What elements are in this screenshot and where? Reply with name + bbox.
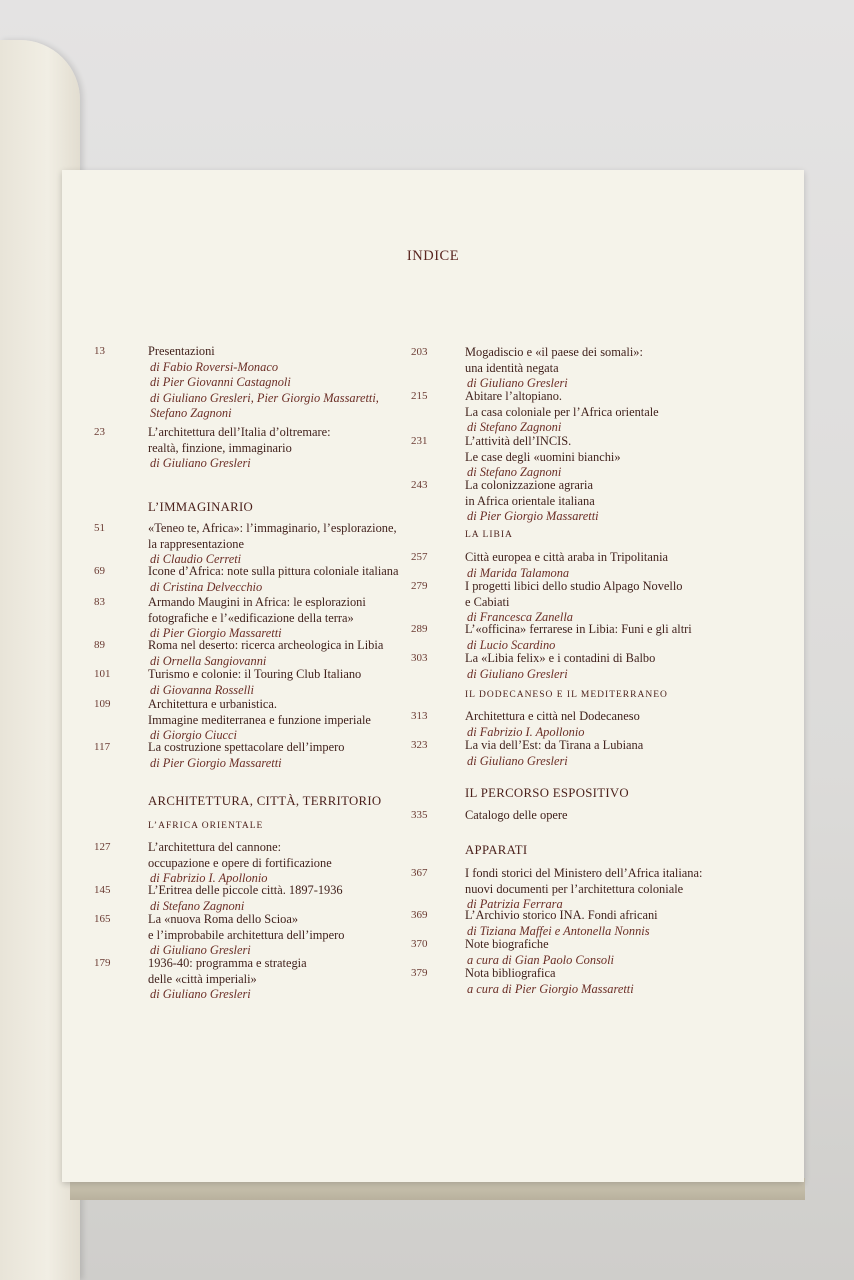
entry-author-line: Stefano Zagnoni (150, 406, 232, 420)
entry-author-line: di Stefano Zagnoni (467, 420, 562, 434)
entry-author-line: di Tiziana Maffei e Antonella Nonnis (467, 923, 650, 938)
entry-title-line: nuovi documenti per l’architettura coloniale (465, 881, 684, 896)
entry-author-line: di Fabio Roversi-Monaco (150, 359, 279, 374)
entry-author-line: di Pier Giorgio Massaretti (150, 626, 282, 640)
section-percorso-espositivo: IL PERCORSO ESPOSITIVO (465, 786, 629, 800)
page-number: 279 (411, 580, 428, 592)
entry-author-line: di Giorgio Ciucci (150, 728, 237, 742)
page-number: 203 (411, 346, 428, 358)
entry-title-line: Armando Maugini in Africa: le esplorazioni (148, 595, 366, 609)
entry-author-line: di Ornella Sangiovanni (150, 653, 267, 668)
entry-author-line: a cura di Gian Paolo Consoli (467, 952, 614, 967)
entry-title-line: e l’improbabile architettura dell’impero (148, 927, 345, 942)
entry-title-line: Icone d’Africa: note sulla pittura coloniale italiana (148, 564, 399, 578)
entry-title-line: Immagine mediterranea e funzione imperiale (148, 712, 371, 727)
entry-title-line: delle «città imperiali» (148, 971, 257, 986)
entry-title-line: Catalogo delle opere (465, 808, 568, 822)
page-number: 117 (94, 741, 111, 753)
section-immaginario: L’IMMAGINARIO (148, 500, 254, 514)
page-number: 165 (94, 913, 111, 925)
entry-title-line: L’«officina» ferrarese in Libia: Funi e gli altri (465, 622, 692, 636)
entry-author-line: di Giovanna Rosselli (150, 682, 254, 697)
page-number: 313 (411, 710, 428, 722)
entry-title-line: occupazione e opere di fortificazione (148, 855, 332, 870)
entry-title-line: Turismo e colonie: il Touring Club Italiano (148, 667, 362, 681)
entry-title-line: e Cabiati (465, 594, 510, 609)
entry-author-line: di Patrizia Ferrara (467, 897, 563, 911)
entry-author-line: di Giuliano Gresleri (467, 376, 568, 390)
page-number: 370 (411, 938, 428, 950)
page-number: 289 (411, 623, 428, 635)
entry-title-line: La colonizzazione agraria (465, 478, 593, 492)
page-number: 69 (94, 565, 105, 577)
subsection-dodecaneso: IL DODECANESO E IL MEDITERRANEO (465, 690, 668, 700)
entry-title-line: La costruzione spettacolare dell’impero (148, 740, 345, 754)
entry-author-line: di Cristina Delvecchio (150, 579, 263, 594)
page-number: 51 (94, 522, 105, 534)
page-number: 379 (411, 967, 428, 979)
entry-title-line: L’Archivio storico INA. Fondi africani (465, 908, 658, 922)
entry-title-line: Mogadiscio e «il paese dei somali»: (465, 345, 643, 359)
page-number: 101 (94, 668, 111, 680)
entry-title-line: La casa coloniale per l’Africa orientale (465, 404, 659, 419)
entry-title-line: L’architettura del cannone: (148, 840, 282, 854)
entry-author-line: a cura di Pier Giorgio Massaretti (467, 981, 634, 996)
entry-title-line: 1936-40: programma e strategia (148, 956, 307, 970)
entry-title-line: Architettura e urbanistica. (148, 697, 278, 711)
entry-title-line: Presentazioni (148, 344, 215, 358)
entry-title-line: una identità negata (465, 360, 559, 375)
page-number: 109 (94, 698, 111, 710)
entry-title-line: Note biografiche (465, 937, 549, 951)
entry-author-line: di Stefano Zagnoni (150, 898, 245, 913)
entry-author-line: di Marida Talamona (467, 565, 570, 580)
entry-author-line: di Giuliano Gresleri (150, 943, 251, 957)
entry-title-line: La via dell’Est: da Tirana a Lubiana (465, 738, 644, 752)
entry-title-line: I progetti libici dello studio Alpago Novello (465, 579, 683, 593)
entry-title-line: Le case degli «uomini bianchi» (465, 449, 621, 464)
page-title: INDICE (406, 248, 460, 264)
entry-title-line: L’Eritrea delle piccole città. 1897-1936 (148, 883, 343, 897)
page-number: 257 (411, 551, 428, 563)
entry-author-line: di Giuliano Gresleri (467, 753, 568, 768)
entry-title-line: Abitare l’altopiano. (465, 389, 563, 403)
page-number: 303 (411, 652, 428, 664)
entry-author-line: di Giuliano Gresleri (150, 987, 251, 1001)
entry-author-line: di Giuliano Gresleri (150, 456, 251, 470)
entry-author-line: di Giuliano Gresleri, Pier Giorgio Massaretti, (150, 390, 379, 405)
entry-title-line: L’attività dell’INCIS. (465, 434, 572, 448)
index-page (62, 170, 804, 1182)
entry-author-line: di Pier Giovanni Castagnoli (150, 375, 291, 389)
entry-title-line: in Africa orientale italiana (465, 493, 595, 508)
entry-author-line: di Giuliano Gresleri (467, 666, 568, 681)
section-apparati: APPARATI (465, 843, 528, 857)
page-number: 179 (94, 957, 111, 969)
page-number: 145 (94, 884, 111, 896)
entry-title-line: La «Libia felix» e i contadini di Balbo (465, 651, 656, 665)
entry-title-line: La «nuova Roma dello Scioa» (148, 912, 299, 926)
entry-title-line: Nota bibliografica (465, 966, 556, 980)
entry-title-line: la rappresentazione (148, 536, 244, 551)
section-architettura: ARCHITETTURA, CITTÀ, TERRITORIO (148, 794, 382, 808)
entry-title-line: Architettura e città nel Dodecaneso (465, 709, 640, 723)
entry-title-line: Città europea e città araba in Tripolitania (465, 550, 669, 564)
entry-title-line: fotografiche e l’«edificazione della terra» (148, 610, 354, 625)
entry-title-line: I fondi storici del Ministero dell’Africa italiana: (465, 866, 703, 880)
entry-title-line: realtà, finzione, immaginario (148, 440, 292, 455)
entry-author-line: di Pier Giorgio Massaretti (150, 755, 282, 770)
entry-title-line: L’architettura dell’Italia d’oltremare: (148, 425, 331, 439)
entry-author-line: di Fabrizio I. Apollonio (467, 724, 585, 739)
subsection-libia: LA LIBIA (465, 530, 513, 540)
entry-author-line: di Stefano Zagnoni (467, 465, 562, 479)
page-number: 89 (94, 639, 105, 651)
entry-author-line: di Claudio Cerreti (150, 552, 242, 566)
page-number: 335 (411, 809, 428, 821)
page-number: 323 (411, 739, 428, 751)
page-number: 367 (411, 867, 428, 879)
page-number: 231 (411, 435, 428, 447)
entry-author-line: di Pier Giorgio Massaretti (467, 509, 599, 523)
entry-title-line: Roma nel deserto: ricerca archeologica in Libia (148, 638, 384, 652)
entry-author-line: di Francesca Zanella (467, 610, 573, 624)
entry-author-line: di Fabrizio I. Apollonio (150, 871, 268, 885)
page-number: 127 (94, 841, 111, 853)
page-number: 13 (94, 345, 105, 357)
page-number: 83 (94, 596, 105, 608)
page-number: 215 (411, 390, 428, 402)
page-number: 243 (411, 479, 428, 491)
page-number: 369 (411, 909, 428, 921)
subsection-africa-orientale: L’AFRICA ORIENTALE (148, 821, 264, 831)
entry-author-line: di Lucio Scardino (467, 637, 556, 652)
page-number: 23 (94, 426, 105, 438)
entry-title-line: «Teneo te, Africa»: l’immaginario, l’esplorazione, (148, 521, 397, 535)
